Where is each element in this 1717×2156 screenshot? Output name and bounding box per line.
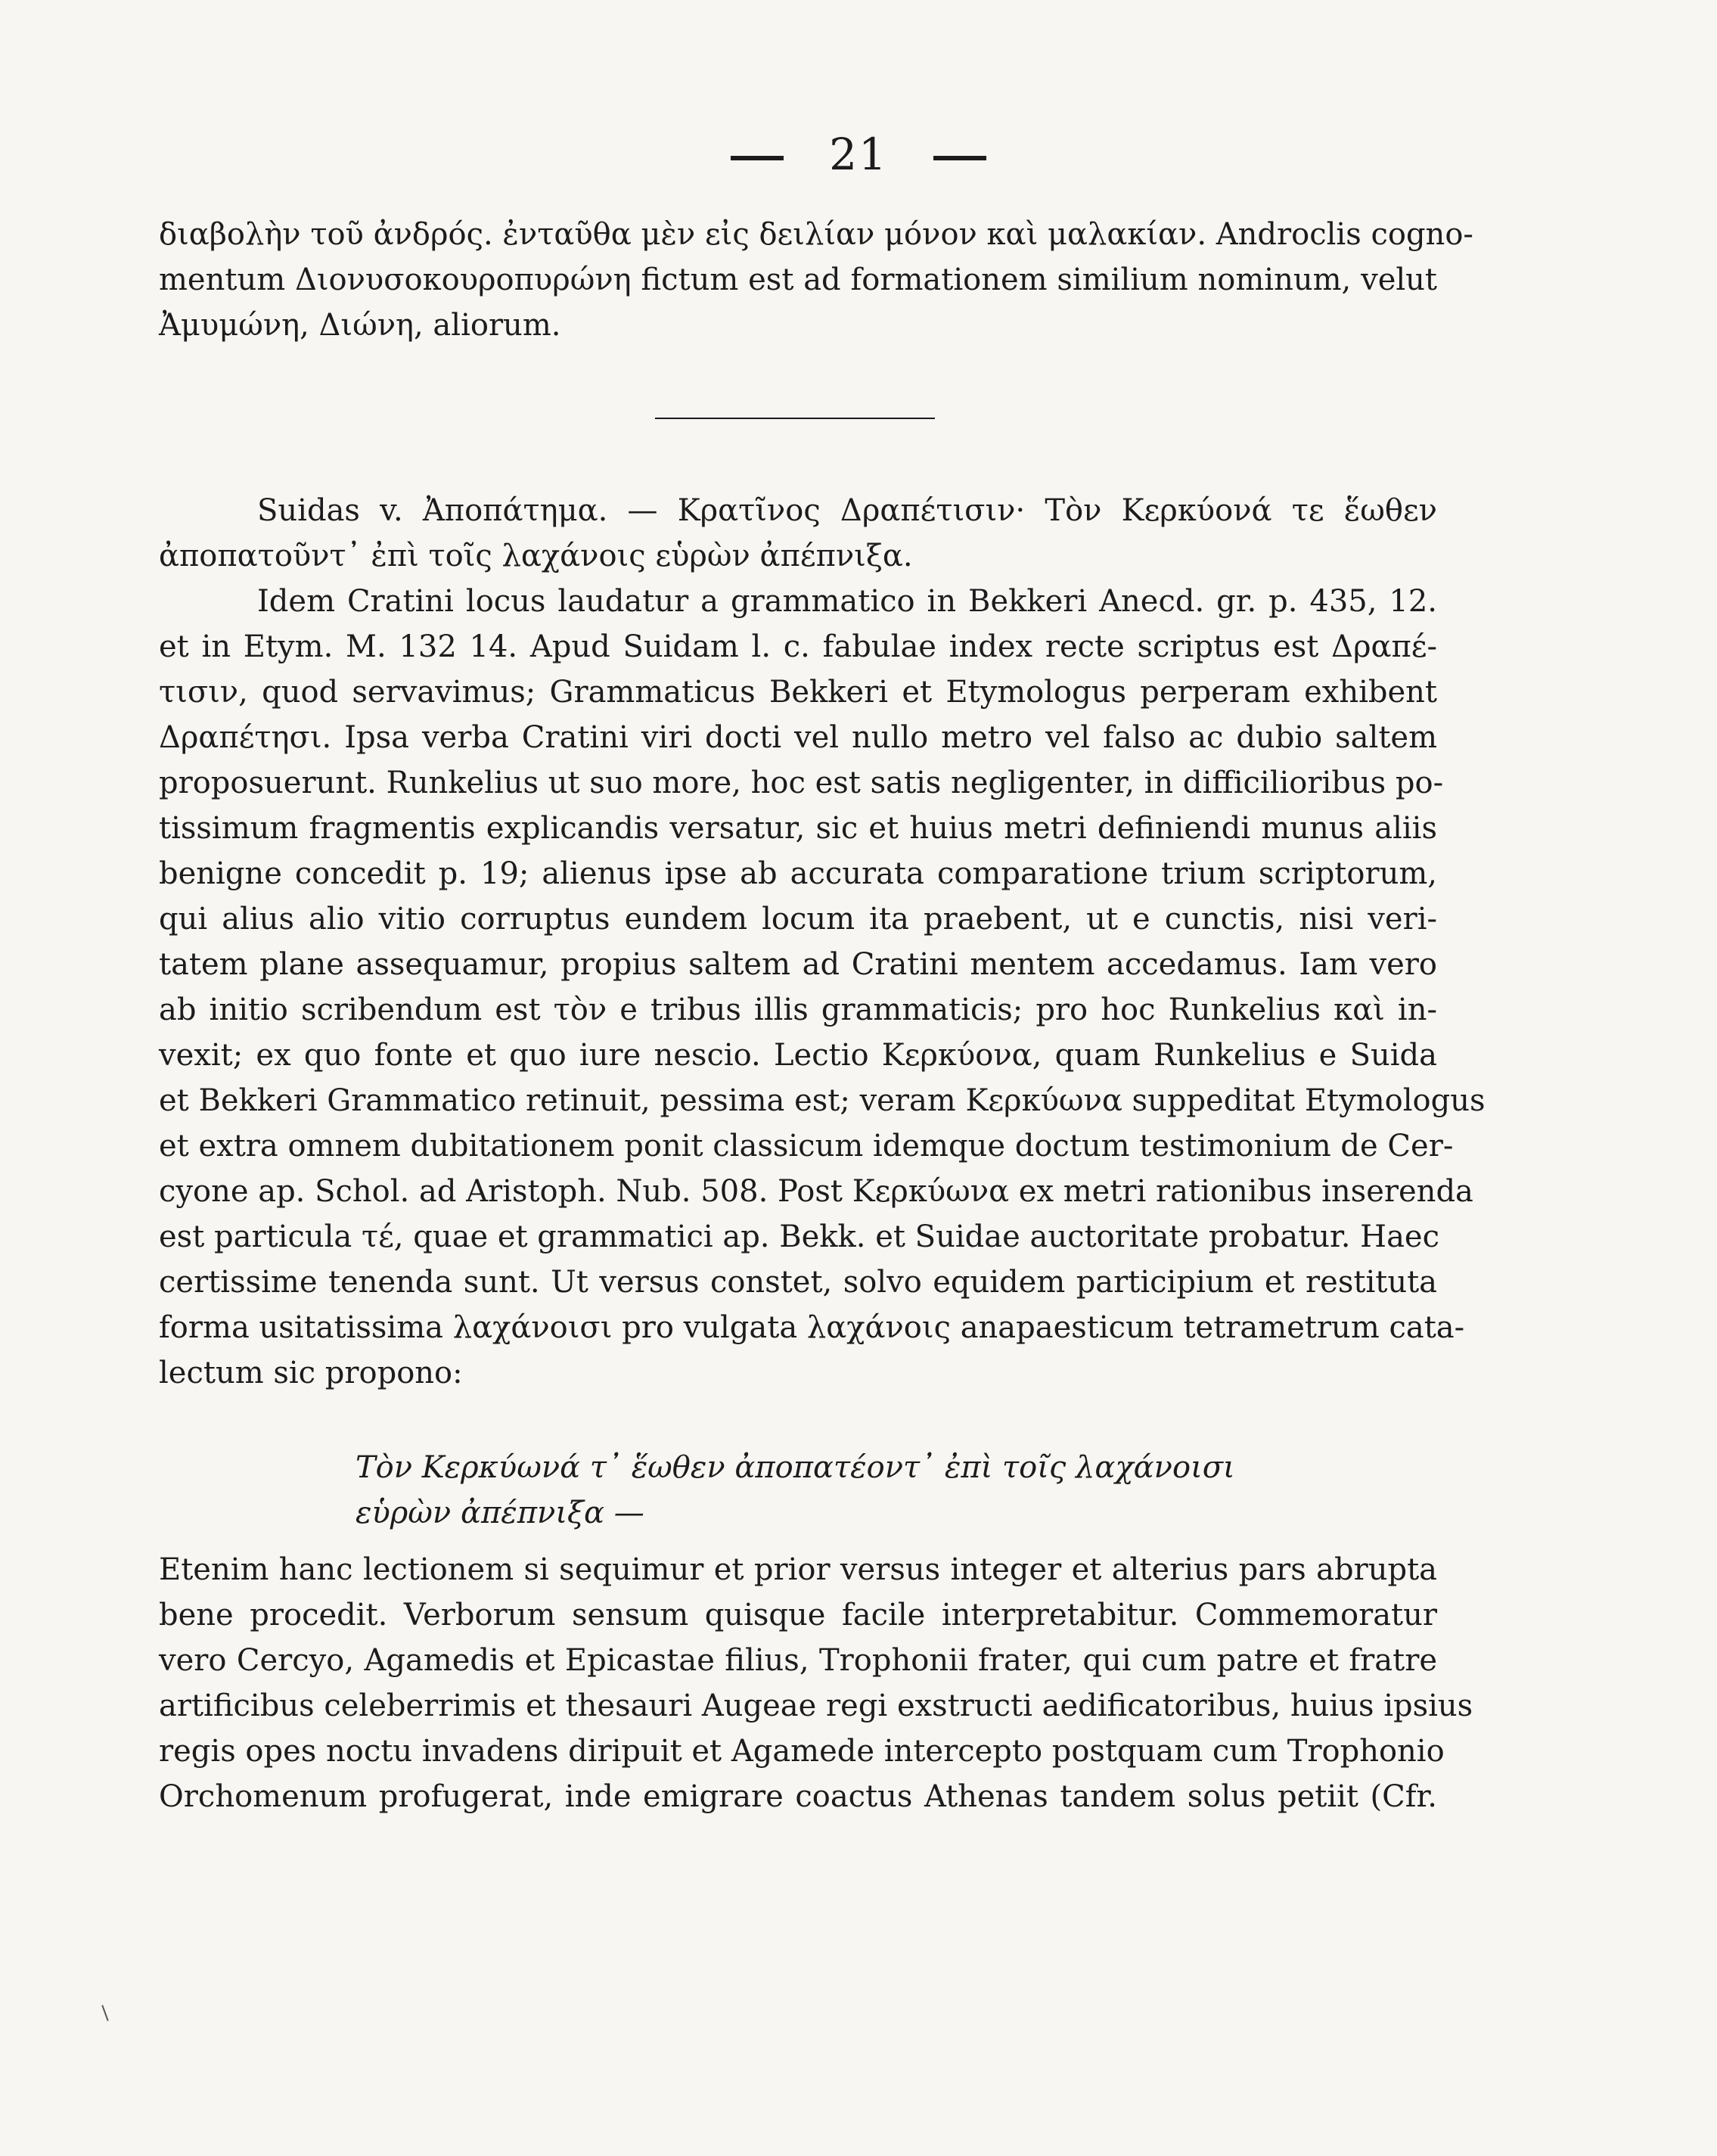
text-line: mentum Διονυσοκουροπυρώνη fictum est ad formationem similium nominum, velut	[159, 263, 1437, 297]
text-line: vero Cercyo, Agamedis et Epicastae filius, Trophonii frater, qui cum patre et fratre	[159, 1643, 1437, 1678]
text-line: qui alius alio vitio corruptus eundem locum ita praebent, ut e cunctis, nisi veri-	[159, 902, 1437, 937]
intro-paragraph	[159, 212, 1473, 348]
text-line: tissimum fragmentis explicandis versatur, sic et huius metri definiendi munus aliis	[159, 811, 1437, 846]
text-line: lectum sic propono:	[159, 1356, 463, 1390]
closing-paragraph	[159, 1547, 1473, 1819]
section-divider	[655, 418, 935, 419]
margin-mark	[101, 2005, 108, 2021]
verse-line: εὑρὼν ἀπέπνιξα —	[356, 1496, 644, 1530]
text-line: Idem Cratini locus laudatur a grammatico in Bekkeri Anecd. gr. p. 435, 12.	[257, 584, 1437, 619]
text-line: Suidas v. Ἀποπάτημα. — Κρατῖνος Δραπέτισιν· Τὸν Κερκύονά τε ἕωθεν	[257, 493, 1437, 528]
text-line: ab initio scribendum est τὸν e tribus illis grammaticis; pro hoc Runkelius καὶ in-	[159, 993, 1437, 1027]
text-line: certissime tenenda sunt. Ut versus constet, solvo equidem participium et restituta	[159, 1265, 1437, 1300]
text-line: Δραπέτησι. Ipsa verba Cratini viri docti vel nullo metro vel falso ac dubio saltem	[159, 720, 1437, 755]
text-line: τισιν, quod servavimus; Grammaticus Bekkeri et Etymologus perperam exhibent	[159, 675, 1437, 710]
text-line: Ἀμυμώνη, Διώνη, aliorum.	[159, 308, 561, 343]
text-line: est particula τέ, quae et grammatici ap. Bekk. et Suidae auctoritate probatur. Haec	[159, 1219, 1439, 1254]
verse-quotation	[356, 1445, 1414, 1536]
text-line: et in Etym. M. 132 14. Apud Suidam l. c. fabulae index recte scriptus est Δραπέ-	[159, 629, 1437, 664]
main-body	[159, 488, 1486, 1396]
page-header	[0, 129, 1717, 180]
header-dash-left	[731, 156, 784, 160]
text-line: forma usitatissima λαχάνοισι pro vulgata λαχάνοις anapaesticum tetrametrum cata-	[159, 1310, 1465, 1345]
verse-line: Τὸν Κερκύωνά τ᾽ ἕωθεν ἀποπατέοντ᾽ ἐπὶ τοῖς λαχάνοισι	[356, 1450, 1235, 1485]
text-line: et extra omnem dubitationem ponit classicum idemque doctum testimonium de Cer-	[159, 1129, 1454, 1163]
text-line: ἀποπατοῦντ᾽ ἐπὶ τοῖς λαχάνοις εὑρὼν ἀπέπνιξα.	[159, 539, 913, 573]
header-dash-right	[933, 156, 986, 160]
text-line: vexit; ex quo fonte et quo iure nescio. Lectio Κερκύονα, quam Runkelius e Suida	[159, 1038, 1437, 1073]
text-line: benigne concedit p. 19; alienus ipse ab accurata comparatione trium scriptorum,	[159, 856, 1437, 891]
text-line: διαβολὴν τοῦ ἀνδρός. ἐνταῦθα μὲν εἰς δειλίαν μόνον καὶ μαλακίαν. Androclis cogno-	[159, 217, 1473, 252]
text-line: regis opes noctu invadens diripuit et Agamede intercepto postquam cum Trophonio	[159, 1734, 1445, 1769]
text-line: et Bekkeri Grammatico retinuit, pessima est; veram Κερκύωνα suppeditat Etymologus	[159, 1083, 1486, 1118]
text-line: cyone ap. Schol. ad Aristoph. Nub. 508. Post Κερκύωνα ex metri rationibus inserenda	[159, 1174, 1473, 1209]
page-number: 21	[829, 129, 888, 180]
text-line: proposuerunt. Runkelius ut suo more, hoc est satis negligenter, in difficilioribus po-	[159, 766, 1444, 800]
text-line: Orchomenum profugerat, inde emigrare coactus Athenas tandem solus petiit (Cfr.	[159, 1779, 1437, 1814]
text-line: bene procedit. Verborum sensum quisque facile interpretabitur. Commemoratur	[159, 1598, 1437, 1633]
text-line: artificibus celeberrimis et thesauri Augeae regi exstructi aedificatoribus, huius ipsius	[159, 1688, 1473, 1723]
text-line: Etenim hanc lectionem si sequimur et prior versus integer et alterius pars abrupta	[159, 1552, 1437, 1587]
text-line: tatem plane assequamur, propius saltem ad Cratini mentem accedamus. Iam vero	[159, 947, 1437, 982]
